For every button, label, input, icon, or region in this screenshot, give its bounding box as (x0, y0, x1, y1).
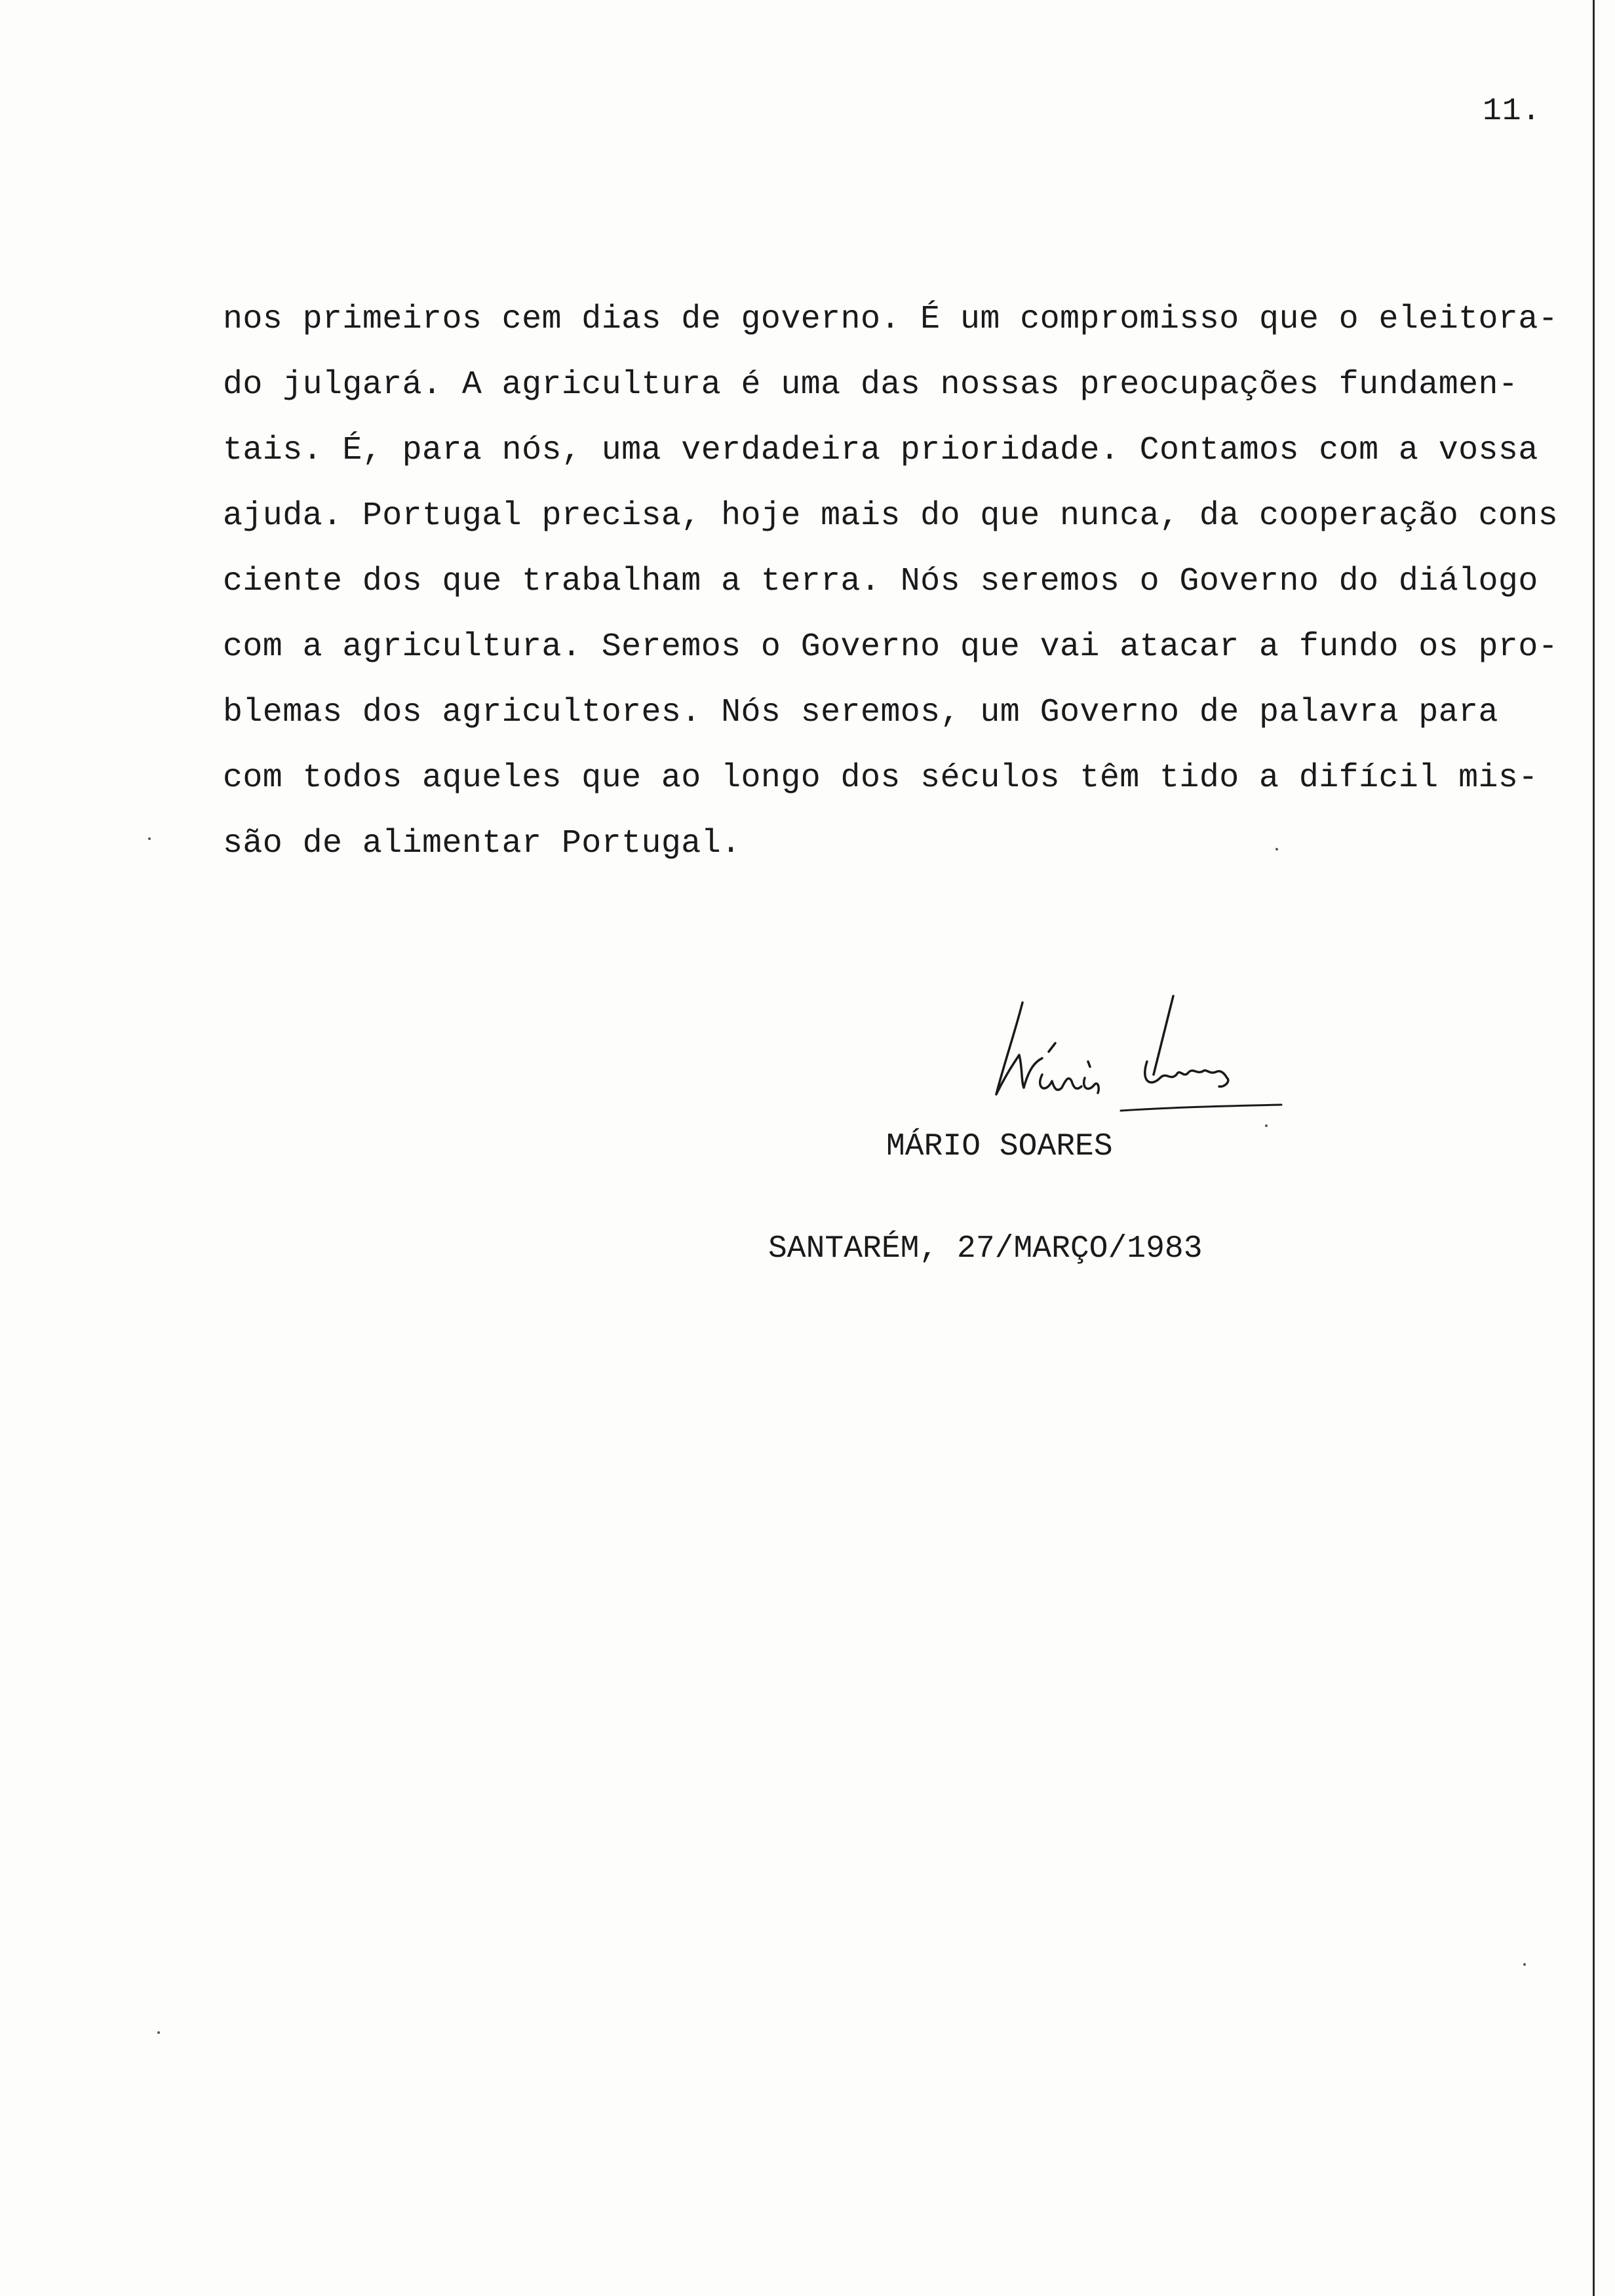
paper-speck (1275, 848, 1278, 851)
body-text (223, 287, 1559, 877)
text-line: ajuda. Portugal precisa, hoje mais do que nunca, da cooperação cons (223, 497, 1559, 535)
text-line: com a agricultura. Seremos o Governo que vai atacar a fundo os pro- (223, 628, 1559, 666)
text-line: são de alimentar Portugal. (223, 825, 741, 862)
page-edge (1593, 0, 1595, 2296)
text-line: blemas dos agricultores. Nós seremos, um Governo de palavra para (223, 694, 1498, 731)
text-line: ciente dos que trabalham a terra. Nós seremos o Governo do diálogo (223, 563, 1538, 600)
text-line: nos primeiros cem dias de governo. É um compromisso que o eleitora- (223, 301, 1559, 338)
handwritten-signature (983, 989, 1298, 1120)
page-number: 11. (1483, 94, 1542, 129)
text-line: com todos aqueles que ao longo dos séculos têm tido a difícil mis- (223, 759, 1538, 797)
text-line: tais. É, para nós, uma verdadeira prioridade. Contamos com a vossa (223, 432, 1538, 469)
paper-speck (157, 2031, 160, 2034)
paper-speck (148, 837, 151, 840)
text-line: do julgará. A agricultura é uma das nossas preocupações fundamen- (223, 366, 1519, 404)
paper-speck (1265, 1124, 1268, 1127)
place-date: SANTARÉM, 27/MARÇO/1983 (768, 1231, 1203, 1267)
signer-name: MÁRIO SOARES (886, 1129, 1113, 1164)
paper-speck (1523, 1963, 1526, 1966)
